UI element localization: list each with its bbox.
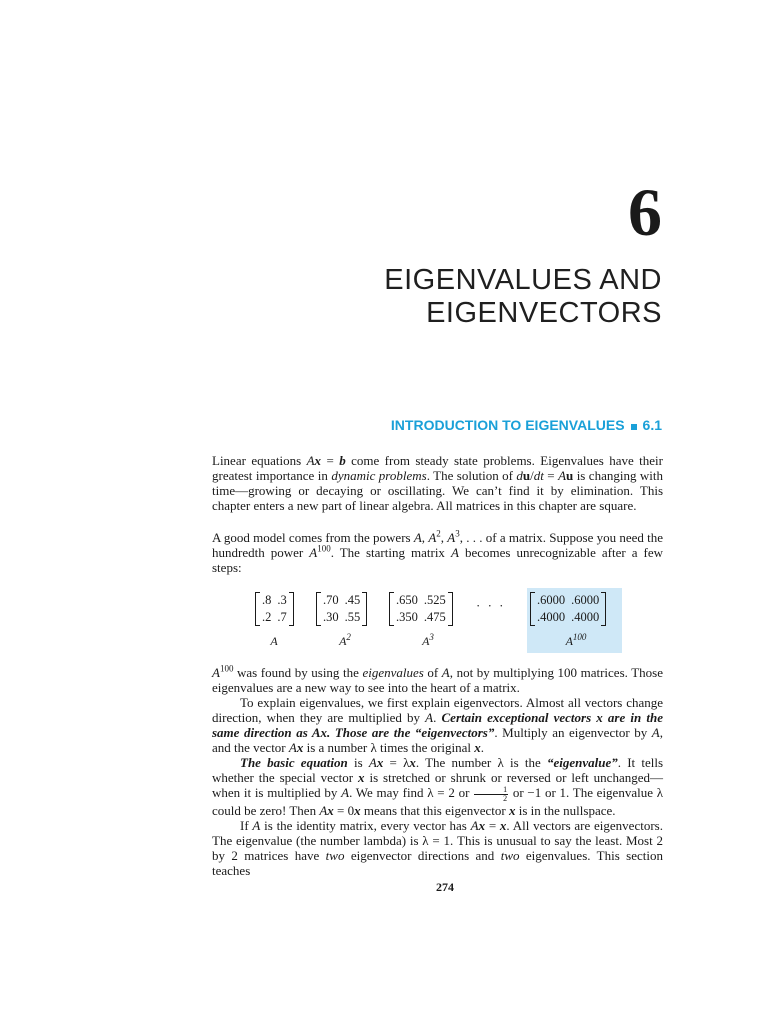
matrix-cell: .70 — [323, 593, 339, 607]
matrix-label: A — [270, 634, 278, 648]
matrix-cell: .30 — [323, 610, 339, 624]
matrix-a100 — [530, 592, 606, 626]
square-bullet-icon — [631, 424, 637, 430]
matrix-cell: .55 — [344, 610, 361, 624]
one-half-fraction: $\frac{1}{2}$ — [474, 786, 508, 803]
matrix-cell: .4000 — [571, 610, 600, 624]
paragraph: $A^{100}$ was found by using the eigenvalues of A, not by multiplying 100 matrices. Those eigenvalues are a new way to see into the heart of a matrix. — [212, 663, 663, 695]
matrix-a2 — [316, 592, 367, 626]
right-bracket — [289, 592, 294, 626]
matrix-cell: .3 — [277, 593, 287, 607]
matrix-label: $A^{100}$ — [565, 632, 587, 648]
matrix-cell: .2 — [262, 610, 272, 624]
chapter-title-line-2: EIGENVECTORS — [426, 297, 662, 329]
matrix-label: $A^2$ — [339, 632, 351, 648]
matrix-cell: .475 — [423, 610, 446, 624]
page-number: 274 — [436, 880, 454, 894]
paragraph: If A is the identity matrix, every vector has Ax = x. All vectors are eigenvectors. The eigenvalue (the number lambda) is λ = 1. This is unusual to say the least. Most 2 by 2 matrices have two eigenvector directions and two eigenvalues. This section teaches — [212, 817, 663, 878]
section-number: 6.1 — [642, 417, 662, 433]
powers-paragraph: A good model comes from the powers A, $A^2$, $A^3$, . . . of a matrix. Suppose you need the hundredth power $A^{100}$. The starting matrix A becomes unrecognizable after a few steps: — [212, 528, 664, 575]
paragraph: To explain eigenvalues, we first explain eigenvectors. Almost all vectors change direction, when they are multiplied by A. Certain exceptional vectors x are in the same direction as Ax. Those are the “eigenvectors”. Multiply an eigenvector by A, and the vector Ax is a number λ times the original x. — [212, 695, 663, 755]
ellipsis: · · · — [476, 598, 506, 613]
body-paragraphs — [212, 665, 663, 878]
right-bracket — [362, 592, 367, 626]
section-title: INTRODUCTION TO EIGENVALUES — [390, 417, 625, 433]
matrix-cell: .525 — [423, 593, 446, 607]
chapter-number: 6 — [628, 174, 662, 250]
intro-paragraph: Linear equations Ax = b come from steady state problems. Eigenvalues have their greatest importance in dynamic problems. The solution of du/dt = Au is changing with time—growing or decaying or oscillating. We can’t find it by elimination. This chapter enters a new part of linear algebra. All matrices in this chapter are square. — [212, 453, 663, 513]
matrix-cell: .350 — [396, 610, 418, 624]
matrix-a — [255, 592, 294, 626]
matrix-cell: .8 — [262, 593, 272, 607]
matrix-cell: .6000 — [571, 593, 600, 607]
matrix-cell: .6000 — [537, 593, 566, 607]
matrix-cell: .650 — [396, 593, 418, 607]
right-bracket — [601, 592, 606, 626]
matrix-label: $A^3$ — [422, 632, 434, 648]
paragraph: The basic equation is Ax = λx. The number λ is the “eigenvalue”. It tells whether the special vector x is stretched or shrunk or reversed or left unchanged—when it is multiplied by A. We may find λ = 2 or $\frac{1}{2}$ or −1 or 1. The eigenvalue λ could be zero! Then Ax = 0x means that this eigenvector x is in the nullspace. — [212, 755, 664, 818]
right-bracket — [448, 592, 453, 626]
section-heading — [391, 417, 662, 433]
matrix-cell: .7 — [277, 610, 287, 624]
chapter-title-line-1: EIGENVALUES AND — [384, 264, 662, 296]
matrix-cell: .4000 — [537, 610, 566, 624]
matrix-a3 — [389, 592, 453, 626]
matrix-cell: .45 — [344, 593, 361, 607]
